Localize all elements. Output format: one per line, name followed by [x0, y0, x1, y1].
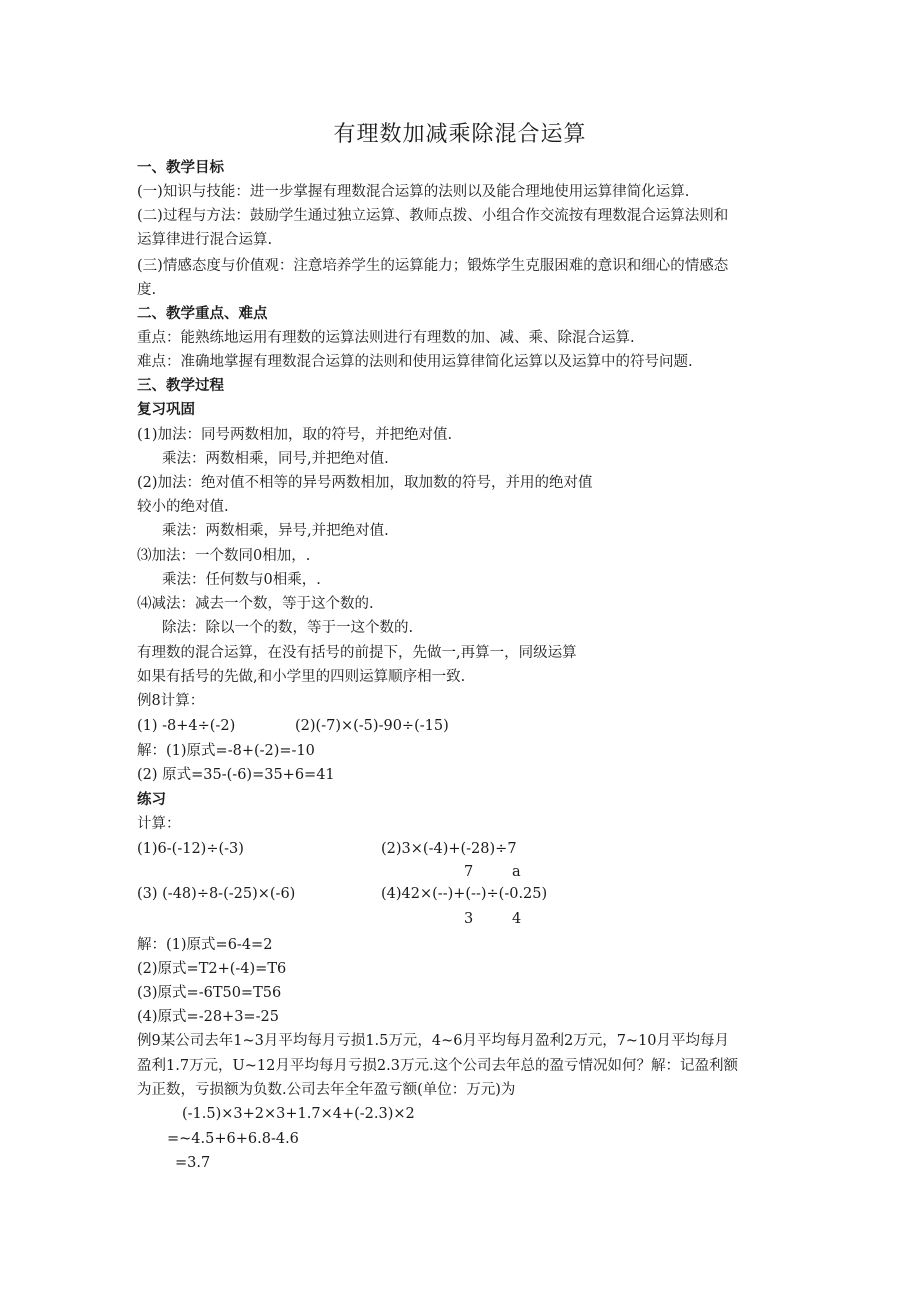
key-point: 重点：能熟练地运用有理数的运算法则进行有理数的加、减、乘、除混合运算. [137, 330, 635, 346]
fraction-numerator-2: a [512, 864, 521, 880]
practice-problem-4: (4)42×(--)+(--)÷(-0.25) [381, 886, 548, 902]
review-heading: 复习巩固 [137, 402, 195, 418]
review-rule-2: (2)加法：绝对值不相等的异号两数相加，取加数的符号，并用的绝对值 [137, 475, 593, 491]
review-rule-1: (1)加法：同号两数相加，取的符号，并把绝对值. [137, 427, 453, 443]
example-8-solution-1: 解：(1)原式=-8+(-2)=-10 [137, 743, 315, 759]
page-title: 有理数加减乘除混合运算 [333, 122, 587, 147]
calculate-label: 计算： [137, 816, 181, 832]
fraction-numerator-1: 7 [464, 864, 474, 880]
example-9-line-3: 为正数，亏损额为负数.公司去年全年盈亏额(单位：万元)为 [137, 1082, 516, 1098]
example-9-expression: (-1.5)×3+2×3+1.7×4+(-2.3)×2 [182, 1106, 415, 1122]
practice-solution-4: (4)原式=-28+3=-25 [137, 1009, 279, 1025]
example-8-question-1: (1) -8+4÷(-2) [137, 718, 236, 734]
example-9-step: =~4.5+6+6.8-4.6 [167, 1131, 299, 1147]
example-8-heading: 例8计算： [137, 693, 205, 709]
review-rule-2-multiply: 乘法：两数相乘，异号,并把绝对值. [162, 523, 389, 539]
section-heading-goals: 一、教学目标 [137, 160, 224, 176]
difficult-point: 难点：准确地掌握有理数混合运算的法则和使用运算律简化运算以及运算中的符号问题. [137, 354, 693, 370]
mixed-operation-rule-1: 有理数的混合运算，在没有括号的前提下，先做一,再算一，同级运算 [137, 645, 577, 661]
review-rule-1-multiply: 乘法：两数相乘，同号,并把绝对值. [162, 451, 389, 467]
example-9-line-2: 盈利1.7万元，U~12月平均每月亏损2.3万元.这个公司去年总的盈亏情况如何？解：记盈利额 [137, 1058, 739, 1074]
review-rule-3: ⑶加法：一个数同0相加，. [137, 548, 311, 564]
review-rule-3-multiply: 乘法：任何数与0相乘，. [162, 572, 321, 588]
review-rule-4: ⑷减法：减去一个数，等于这个数的. [137, 596, 374, 612]
practice-problem-1: (1)6-(-12)÷(-3) [137, 841, 244, 857]
example-9-result: =3.7 [175, 1155, 211, 1171]
goal-attitude-line1: (三)情感态度与价值观：注意培养学生的运算能力；锻炼学生克服困难的意识和细心的情感态 [137, 258, 729, 274]
fraction-denominator-1: 3 [464, 911, 474, 927]
practice-solution-2: (2)原式=T2+(-4)=T6 [137, 961, 287, 977]
section-heading-process: 三、教学过程 [137, 378, 224, 394]
goal-knowledge: (一)知识与技能：进一步掌握有理数混合运算的法则以及能合理地使用运算律简化运算. [137, 184, 690, 200]
practice-solution-1: 解：(1)原式=6-4=2 [137, 937, 273, 953]
goal-attitude-line2: 度. [137, 282, 157, 298]
example-8-solution-2: (2) 原式=35-(-6)=35+6=41 [137, 767, 335, 783]
practice-solution-3: (3)原式=-6T50=T56 [137, 985, 282, 1001]
example-9-line-1: 例9某公司去年1~3月平均每月亏损1.5万元，4~6月平均每月盈利2万元，7~10月平均每月 [137, 1033, 730, 1049]
goal-process-line2: 运算律进行混合运算. [137, 232, 273, 248]
review-rule-2-continued: 较小的绝对值. [137, 499, 229, 515]
practice-problem-2: (2)3×(-4)+(-28)÷7 [381, 841, 517, 857]
review-rule-4-divide: 除法：除以一个的数，等于一这个数的. [162, 620, 414, 636]
goal-process-line1: (二)过程与方法：鼓励学生通过独立运算、教师点拨、小组合作交流按有理数混合运算法则和 [137, 208, 729, 224]
practice-problem-3: (3) (-48)÷8-(-25)×(-6) [137, 886, 296, 902]
example-8-question-2: (2)(-7)×(-5)-90÷(-15) [295, 718, 449, 734]
fraction-denominator-2: 4 [512, 911, 522, 927]
mixed-operation-rule-2: 如果有括号的先做,和小学里的四则运算顺序相一致. [137, 669, 466, 685]
section-heading-key: 二、教学重点、难点 [137, 306, 268, 322]
practice-heading: 练习 [137, 792, 166, 808]
